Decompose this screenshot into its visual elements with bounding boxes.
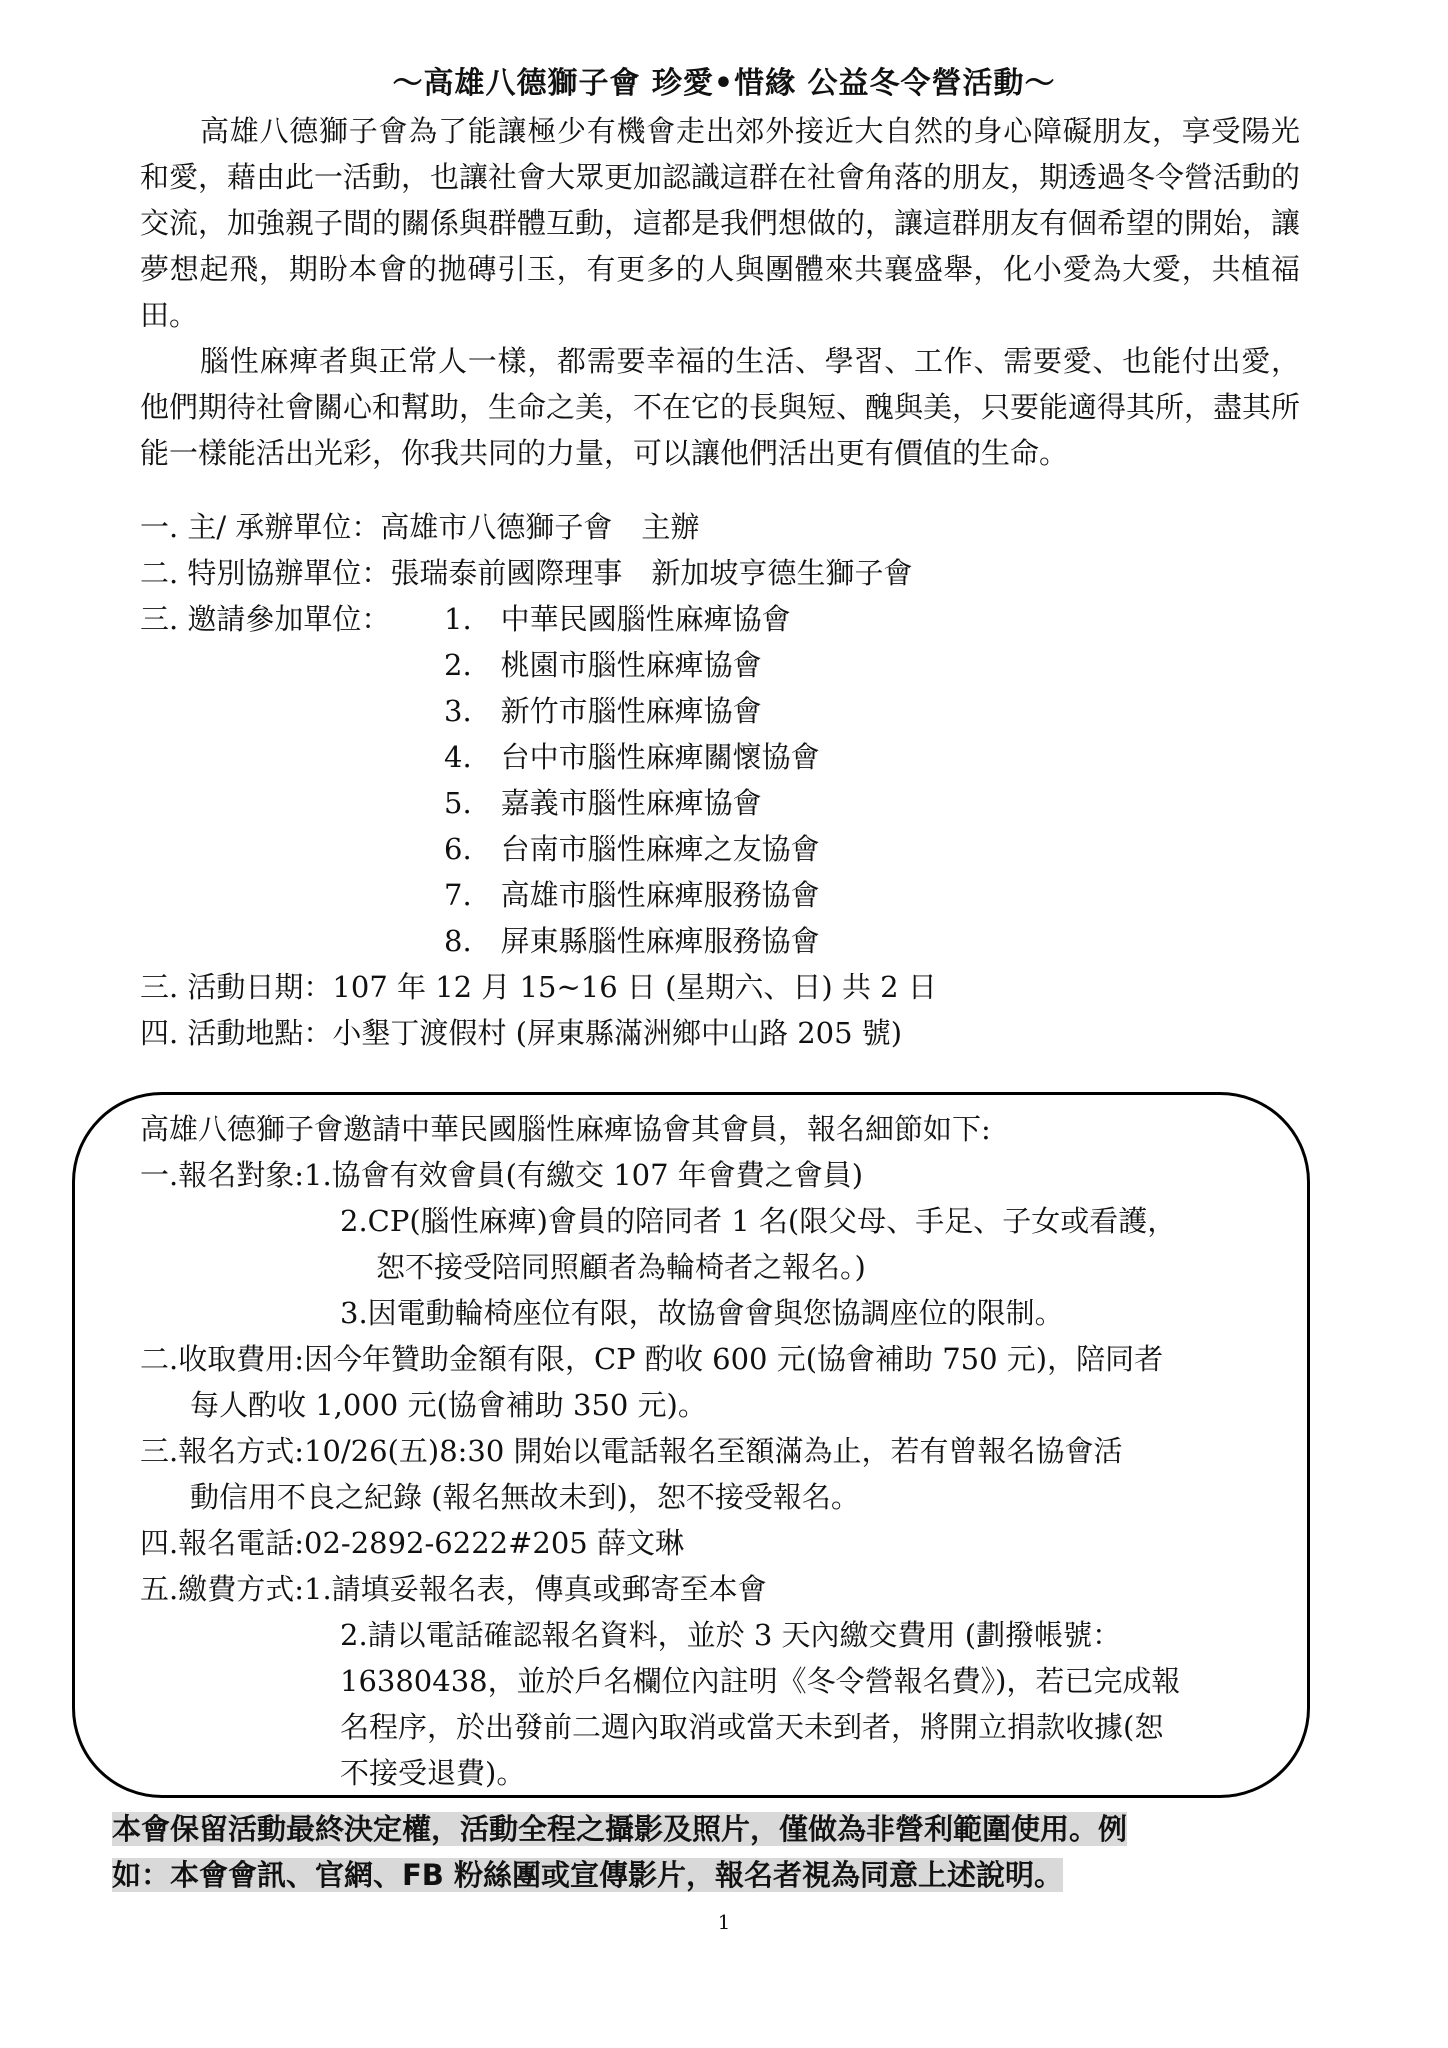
payment-method-4: 名程序，於出發前二週內取消或當天未到者，將開立捐款收據(恕 xyxy=(340,1710,1164,1744)
invited-unit-7: 7. 高雄市腦性麻痺服務協會 xyxy=(444,878,820,912)
disclaimer-line-2: 如：本會會訊、官網、FB 粉絲團或宣傳影片，報名者視為同意上述說明。 xyxy=(112,1858,1064,1892)
invited-unit-6: 6. 台南市腦性麻痺之友協會 xyxy=(444,832,820,866)
registration-method-1: 三.報名方式:10/26(五)8:30 開始以電話報名至額滿為止，若有曾報名協會活 xyxy=(140,1434,1123,1468)
activity-date-line: 三. 活動日期：107 年 12 月 15~16 日 (星期六、日) 共 2 日 xyxy=(140,970,937,1004)
payment-method-1: 五.繳費方式:1.請填妥報名表，傳真或郵寄至本會 xyxy=(140,1572,767,1606)
registration-target-2-cont: 恕不接受陪同照顧者為輪椅者之報名。) xyxy=(376,1250,866,1284)
payment-method-5: 不接受退費)。 xyxy=(340,1756,526,1790)
co-organizer-line: 二. 特別協辦單位：張瑞泰前國際理事 新加坡亨德生獅子會 xyxy=(140,556,913,590)
intro-paragraph-2: 腦性麻痺者與正常人一樣，都需要幸福的生活、學習、工作、需要愛、也能付出愛，他們期待社會關心和幫助，生命之美，不在它的長與短、醜與美，只要能適得其所，盡其所能一樣能活出光彩，你我共同的力量，可以讓他們活出更有價值的生命。 xyxy=(140,344,1301,470)
registration-phone: 四.報名電話:02-2892-6222#205 薛文琳 xyxy=(140,1526,684,1560)
registration-target-2: 2.CP(腦性麻痺)會員的陪同者 1 名(限父母、手足、子女或看護， xyxy=(340,1204,1177,1238)
registration-fee-2: 每人酌收 1,000 元(協會補助 350 元)。 xyxy=(190,1388,707,1422)
document-title: ～高雄八德獅子會 珍愛•惜緣 公益冬令營活動～ xyxy=(392,66,1056,101)
invited-unit-3: 3. 新竹市腦性麻痺協會 xyxy=(444,694,762,728)
disclaimer-note xyxy=(112,1806,1342,1898)
intro-paragraph-1: 高雄八德獅子會為了能讓極少有機會走出郊外接近大自然的身心障礙朋友，享受陽光和愛，藉由此一活動，也讓社會大眾更加認識這群在社會角落的朋友，期透過冬令營活動的交流，加強親子間的關係與群體互動，這都是我們想做的，讓這群朋友有個希望的開始，讓夢想起飛，期盼本會的拋磚引玉，有更多的人與團體來共襄盛舉，化小愛為大愛，共植福田。 xyxy=(140,114,1301,332)
invited-unit-5: 5. 嘉義市腦性麻痺協會 xyxy=(444,786,762,820)
invited-unit-4: 4. 台中市腦性麻痺關懷協會 xyxy=(444,740,820,774)
invited-unit-8: 8. 屏東縣腦性麻痺服務協會 xyxy=(444,924,820,958)
registration-fee-1: 二.收取費用:因今年贊助金額有限，CP 酌收 600 元(協會補助 750 元)，陪同者 xyxy=(140,1342,1164,1376)
registration-intro: 高雄八德獅子會邀請中華民國腦性麻痺協會其會員，報名細節如下: xyxy=(140,1112,991,1146)
registration-target-1: 一.報名對象:1.協會有效會員(有繳交 107 年會費之會員) xyxy=(140,1158,864,1192)
invited-unit-2: 2. 桃園市腦性麻痺協會 xyxy=(444,648,762,682)
activity-location-line: 四. 活動地點：小墾丁渡假村 (屏東縣滿洲鄉中山路 205 號) xyxy=(140,1016,903,1050)
page-number: 1 xyxy=(717,1910,731,1934)
organizer-line: 一. 主/ 承辦單位：高雄市八德獅子會 主辦 xyxy=(140,510,700,544)
invited-unit-1: 1. 中華民國腦性麻痺協會 xyxy=(444,602,791,636)
disclaimer-line-1: 本會保留活動最終決定權，活動全程之攝影及照片，僅做為非營利範圍使用。例 xyxy=(112,1812,1128,1846)
registration-target-3: 3.因電動輪椅座位有限，故協會會與您協調座位的限制。 xyxy=(340,1296,1064,1330)
registration-method-2: 動信用不良之紀錄 (報名無故未到)，恕不接受報名。 xyxy=(190,1480,860,1514)
payment-method-2: 2.請以電話確認報名資料，並於 3 天內繳交費用 (劃撥帳號： xyxy=(340,1618,1122,1652)
invited-label: 三. 邀請參加單位： xyxy=(140,602,391,636)
payment-method-3: 16380438，並於戶名欄位內註明《冬令營報名費》)，若已完成報 xyxy=(340,1664,1181,1698)
